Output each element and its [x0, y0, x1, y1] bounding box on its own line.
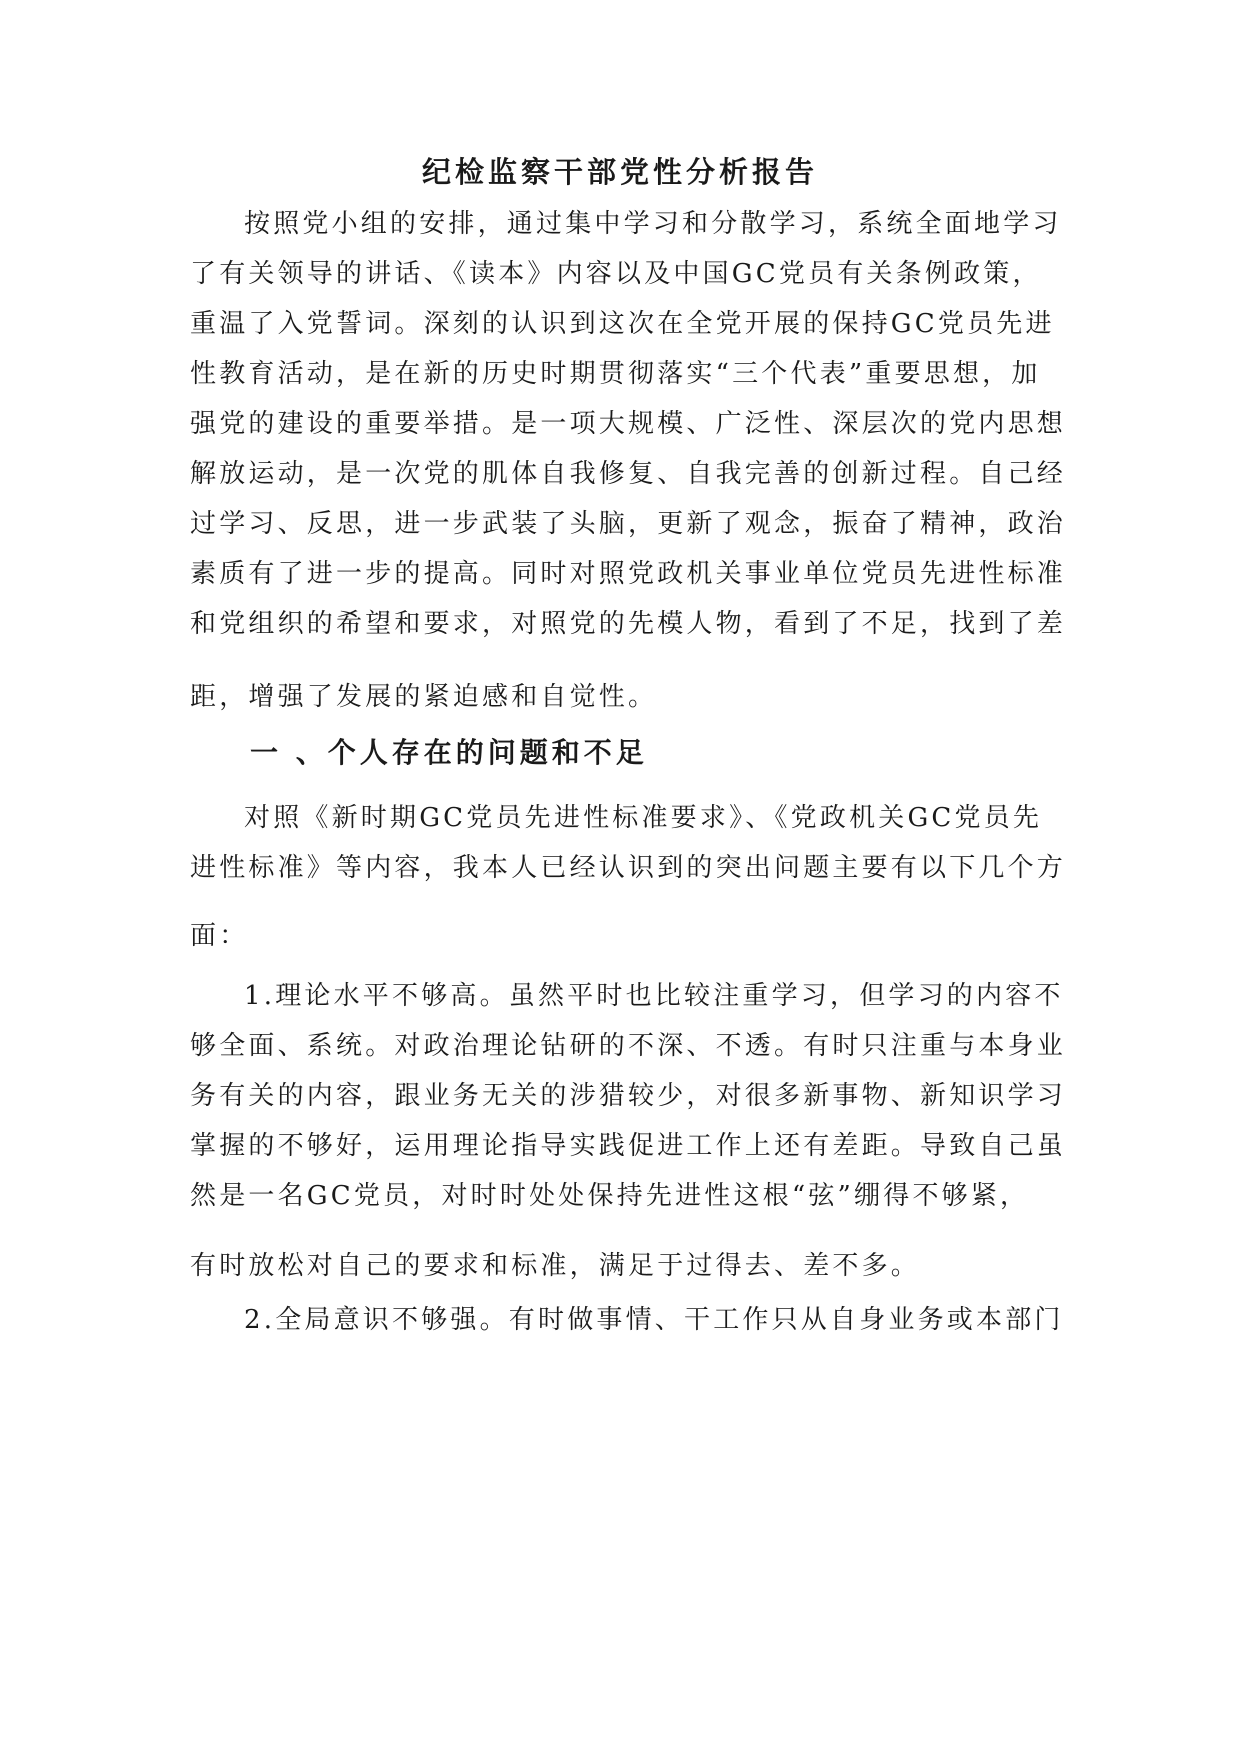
intro-line: 性教育活动，是在新的历史时期贯彻落实“三个代表”重要思想，加	[190, 359, 1041, 389]
intro-line: 了有关领导的讲话、《读本》内容以及中国GC党员有关条例政策，	[190, 259, 1042, 289]
point-line: 够全面、系统。对政治理论钻研的不深、不透。有时只注重与本身业	[190, 1031, 1067, 1061]
point-line: 有时放松对自己的要求和标准，满足于过得去、差不多。	[190, 1251, 921, 1281]
section-intro-line: 对照《新时期GC党员先进性标准要求》、《党政机关GC党员先	[244, 803, 1043, 833]
intro-line: 距，增强了发展的紧迫感和自觉性。	[190, 682, 658, 712]
point-line: 然是一名GC党员，对时时处处保持先进性这根“弦”绷得不够紧，	[190, 1181, 1030, 1211]
point-line: 2.全局意识不够强。有时做事情、干工作只从自身业务或本部门	[244, 1305, 1064, 1335]
intro-line: 素质有了进一步的提高。同时对照党政机关事业单位党员先进性标准	[190, 559, 1067, 589]
intro-line: 和党组织的希望和要求，对照党的先模人物，看到了不足，找到了差	[190, 609, 1067, 639]
intro-line: 解放运动，是一次党的肌体自我修复、自我完善的创新过程。自己经	[190, 459, 1067, 489]
intro-line: 重温了入党誓词。深刻的认识到这次在全党开展的保持GC党员先进	[190, 309, 1055, 339]
intro-line: 按照党小组的安排，通过集中学习和分散学习，系统全面地学习	[244, 209, 1062, 239]
point-line: 掌握的不够好，运用理论指导实践促进工作上还有差距。导致自己虽	[190, 1131, 1067, 1161]
section-intro-line: 面：	[190, 921, 249, 951]
point-line: 1.理论水平不够高。虽然平时也比较注重学习，但学习的内容不	[244, 981, 1064, 1011]
document-title: 纪检监察干部党性分析报告	[421, 155, 818, 189]
intro-line: 过学习、反思，进一步武装了头脑，更新了观念，振奋了精神，政治	[190, 509, 1067, 539]
intro-line: 强党的建设的重要举措。是一项大规模、广泛性、深层次的党内思想	[190, 409, 1067, 439]
point-line: 务有关的内容，跟业务无关的涉猎较少，对很多新事物、新知识学习	[190, 1081, 1067, 1111]
section-heading: 一 、个人存在的问题和不足	[250, 736, 648, 769]
section-intro-line: 进性标准》等内容，我本人已经认识到的突出问题主要有以下几个方	[190, 853, 1067, 883]
